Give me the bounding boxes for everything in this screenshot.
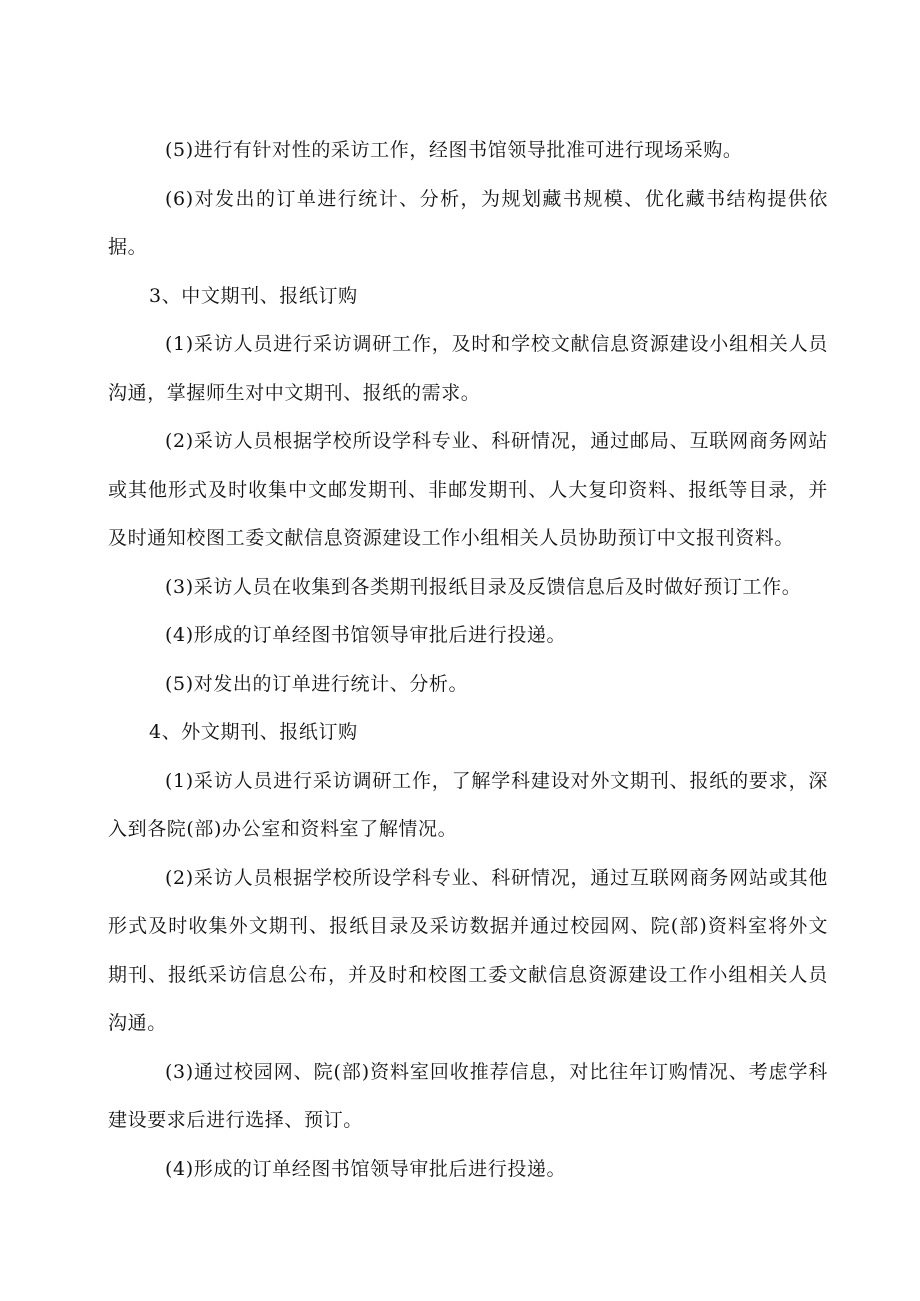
paragraph-foreign-item-3-recommendation: (3)通过校园网、院(部)资料室回收推荐信息，对比往年订购情况、考虑学科建设要求后进行选择、预订。 bbox=[108, 1060, 828, 1131]
section-heading-chinese-periodicals: 3、中文期刊、报纸订购 bbox=[149, 284, 358, 307]
paragraph-item-2-catalog-collection: (2)采访人员根据学校所设学科专业、科研情况，通过邮局、互联网商务网站或其他形式及时收集中文邮发期刊、非邮发期刊、人大复印资料、报纸等目录，并及时通知校图工委文献信息资源建设工作小组相关人员协助预订中文报刊资料。 bbox=[108, 430, 828, 549]
section-heading-foreign-periodicals: 4、外文期刊、报纸订购 bbox=[149, 721, 358, 743]
paragraph-item-5-statistics: (5)对发出的订单进行统计、分析。 bbox=[165, 672, 469, 695]
paragraph-item-5-onsite-purchase: (5)进行有针对性的采访工作，经图书馆领导批准可进行现场采购。 bbox=[165, 139, 743, 161]
paragraph-item-6-order-statistics: (6)对发出的订单进行统计、分析，为规划藏书规模、优化藏书结构提供依据。 bbox=[108, 187, 828, 258]
paragraph-foreign-item-4-approval: (4)形成的订单经图书馆领导审批后进行投递。 bbox=[165, 1157, 567, 1180]
paragraph-foreign-item-1-research: (1)采访人员进行采访调研工作，了解学科建设对外文期刊、报纸的要求，深入到各院(部)办公室和资料室了解情况。 bbox=[108, 769, 828, 840]
paragraph-item-1-research: (1)采访人员进行采访调研工作，及时和学校文献信息资源建设小组相关人员沟通，掌握师生对中文期刊、报纸的需求。 bbox=[108, 333, 828, 404]
paragraph-item-4-approval: (4)形成的订单经图书馆领导审批后进行投递。 bbox=[165, 624, 567, 646]
paragraph-foreign-item-2-collection: (2)采访人员根据学校所设学科专业、科研情况，通过互联网商务网站或其他形式及时收集外文期刊、报纸目录及采访数据并通过校园网、院(部)资料室将外文期刊、报纸采访信息公布，并及时和校图工委文献信息资源建设工作小组相关人员沟通。 bbox=[108, 866, 828, 1034]
paragraph-item-3-preorder: (3)采访人员在收集到各类期刊报纸目录及反馈信息后及时做好预订工作。 bbox=[165, 575, 802, 598]
